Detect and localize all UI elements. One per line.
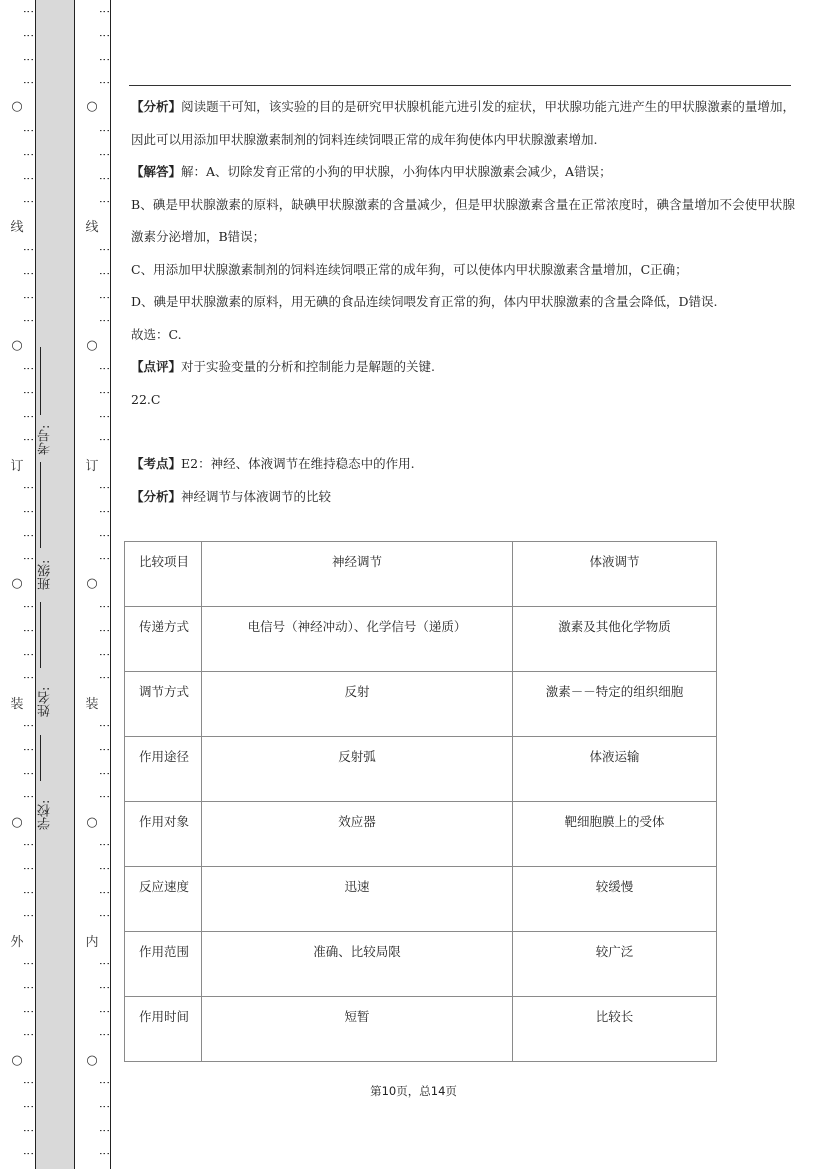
analysis2-tag: 【分析】	[131, 488, 182, 504]
cut-line-dots: ⋮	[98, 839, 111, 850]
table-cell: 反应速度	[125, 867, 202, 932]
cut-line-circle: ○	[11, 815, 23, 830]
table-cell: 体液运输	[513, 737, 717, 802]
cut-line-circle: ○	[86, 338, 98, 353]
table-cell: 较广泛	[513, 932, 717, 997]
table-row	[125, 607, 717, 672]
outer-label-ding: 订	[10, 459, 24, 474]
answer-paragraph-a	[131, 156, 795, 189]
cut-line-dots: ⋮	[22, 886, 35, 898]
cut-line-dots: ⋮	[98, 267, 111, 279]
cut-line-dots: ⋮	[22, 1148, 35, 1160]
kaodian-text: E2：神经、体液调节在维持稳态中的作用.	[181, 456, 415, 471]
cut-line-dots: ⋮	[22, 172, 35, 184]
cut-line-dots: ⋮	[22, 434, 35, 446]
cut-line-dots: ⋮	[22, 910, 35, 922]
student-info-band	[35, 0, 75, 1169]
table-cell: 电信号（神经冲动）、化学信号（递质）	[202, 607, 513, 672]
top-divider	[129, 85, 791, 86]
analysis2-paragraph	[131, 481, 795, 514]
cut-line-dots: ⋮	[22, 648, 35, 660]
table-cell: 比较长	[513, 997, 717, 1062]
cut-line-circle: ○	[11, 338, 23, 353]
cut-line-dots: ⋮	[22, 244, 35, 255]
cut-line-dots: ⋮	[98, 1124, 111, 1136]
cut-line-dots: ⋮	[98, 1005, 111, 1017]
name-label: 姓名:	[38, 686, 53, 718]
cut-line-dots: ⋮	[22, 6, 35, 17]
cut-line-dots: ⋮	[98, 553, 111, 565]
cut-line-dots: ⋮	[98, 315, 111, 327]
cut-line-dots: ⋮	[22, 1077, 35, 1088]
name-field[interactable]	[36, 600, 74, 670]
cut-line-dots: ⋮	[98, 601, 111, 612]
number-label: 考号:	[38, 424, 53, 456]
inner-label-ding: 订	[85, 459, 99, 474]
final-choice: 故选：C.	[131, 326, 182, 342]
cut-line-dots: ⋮	[98, 29, 111, 41]
table-row	[125, 802, 717, 867]
cut-line-dots: ⋮	[98, 291, 111, 303]
inner-label-zhuang: 装	[85, 697, 99, 712]
cut-line-dots: ⋮	[22, 624, 35, 636]
cut-line-dots: ⋮	[98, 505, 111, 517]
review-tag: 【点评】	[131, 359, 182, 374]
cut-line-dots: ⋮	[22, 77, 35, 89]
cut-line-dots: ⋮	[22, 1029, 35, 1041]
table-cell: 效应器	[202, 802, 513, 867]
cut-line-dots: ⋮	[98, 624, 111, 636]
table-cell: 靶细胞膜上的受体	[513, 802, 717, 867]
cut-line-dots: ⋮	[22, 553, 35, 565]
table-row	[125, 867, 717, 932]
table-row	[125, 672, 717, 737]
cut-line-dots: ⋮	[98, 672, 111, 684]
table-header-cell: 体液调节	[513, 542, 717, 607]
footer-middle: 页，总	[396, 1084, 431, 1098]
table-cell: 作用范围	[125, 932, 202, 997]
cut-line-dots: ⋮	[98, 125, 111, 136]
cut-line-dots: ⋮	[22, 601, 35, 612]
cut-line-dots: ⋮	[22, 743, 35, 755]
outer-label-xian: 线	[10, 220, 24, 235]
table-cell: 准确、比较局限	[202, 932, 513, 997]
cut-line-dots: ⋮	[22, 315, 35, 327]
cut-line-dots: ⋮	[98, 386, 111, 398]
cut-line-dots: ⋮	[98, 53, 111, 65]
cut-line-dots: ⋮	[98, 1077, 111, 1088]
table-cell: 迅速	[202, 867, 513, 932]
inner-label-nei: 内	[85, 935, 99, 950]
analysis2-text: 神经调节与体液调节的比较	[181, 488, 332, 504]
cut-line-dots: ⋮	[22, 482, 35, 493]
cut-line-dots: ⋮	[22, 29, 35, 41]
cut-line-dots: ⋮	[22, 958, 35, 969]
table-cell: 短暂	[202, 997, 513, 1062]
comparison-table	[124, 541, 717, 1062]
kaodian-tag: 【考点】	[131, 456, 182, 471]
outer-label-zhuang: 装	[10, 697, 24, 712]
cut-line-dots: ⋮	[22, 267, 35, 279]
cut-line-dots: ⋮	[98, 910, 111, 922]
cut-line-dots: ⋮	[98, 482, 111, 493]
cut-line-dots: ⋮	[98, 172, 111, 184]
inner-cut-line	[74, 0, 110, 1169]
cut-line-circle: ○	[11, 99, 23, 114]
school-field[interactable]	[36, 733, 74, 783]
cut-line-circle: ○	[86, 815, 98, 830]
kaodian-paragraph	[131, 448, 795, 481]
cut-line-circle: ○	[86, 576, 98, 591]
cut-line-dots: ⋮	[98, 767, 111, 779]
table-row	[125, 737, 717, 802]
cut-line-dots: ⋮	[22, 720, 35, 731]
cut-line-dots: ⋮	[22, 1100, 35, 1112]
cut-line-dots: ⋮	[22, 1005, 35, 1017]
answer-paragraph-b: B、碘是甲状腺激素的原料，缺碘甲状腺激素的含量减少，但是甲状腺激素含量在正常浓度时，碘含量增加不会使甲状腺激素分泌增加，B错误；	[131, 196, 795, 244]
table-cell: 传递方式	[125, 607, 202, 672]
table-cell: 较缓慢	[513, 867, 717, 932]
table-cell: 作用时间	[125, 997, 202, 1062]
outer-cut-line	[0, 0, 34, 1169]
cut-line-dots: ⋮	[98, 148, 111, 160]
cut-line-dots: ⋮	[22, 505, 35, 517]
cut-line-circle: ○	[11, 576, 23, 591]
cut-line-dots: ⋮	[22, 1124, 35, 1136]
cut-line-dots: ⋮	[98, 434, 111, 446]
table-header-cell: 神经调节	[202, 542, 513, 607]
cut-line-dots: ⋮	[98, 981, 111, 993]
analysis-paragraph	[131, 91, 795, 156]
table-header-row	[125, 542, 717, 607]
table-cell: 作用途径	[125, 737, 202, 802]
cut-line-dots: ⋮	[98, 720, 111, 731]
footer-suffix: 页	[445, 1084, 457, 1098]
review-paragraph	[131, 351, 795, 384]
cut-line-dots: ⋮	[98, 648, 111, 660]
cut-line-dots: ⋮	[22, 148, 35, 160]
cut-line-dots: ⋮	[22, 672, 35, 684]
answer-paragraph-c: C、用添加甲状腺激素制剂的饲料连续饲喂正常的成年狗，可以使体内甲状腺激素含量增加，C正确；	[131, 261, 688, 277]
footer-prefix: 第	[370, 1084, 382, 1098]
cut-line-dots: ⋮	[98, 791, 111, 803]
inner-binding-strip	[74, 0, 111, 1169]
cut-line-circle: ○	[86, 99, 98, 114]
cut-line-dots: ⋮	[22, 791, 35, 803]
cut-line-dots: ⋮	[22, 291, 35, 303]
cut-line-dots: ⋮	[22, 53, 35, 65]
outer-binding-strip	[0, 0, 34, 1169]
class-field[interactable]	[36, 460, 74, 550]
cut-line-dots: ⋮	[98, 6, 111, 17]
cut-line-dots: ⋮	[22, 386, 35, 398]
cut-line-dots: ⋮	[98, 1029, 111, 1041]
cut-line-circle: ○	[86, 1053, 98, 1068]
answer-tag: 【解答】	[131, 164, 182, 179]
table-cell: 激素及其他化学物质	[513, 607, 717, 672]
review-text: 对于实验变量的分析和控制能力是解题的关键.	[181, 359, 435, 374]
cut-line-dots: ⋮	[22, 862, 35, 874]
cut-line-dots: ⋮	[98, 410, 111, 422]
cut-line-dots: ⋮	[22, 196, 35, 208]
cut-line-dots: ⋮	[22, 125, 35, 136]
cut-line-dots: ⋮	[98, 244, 111, 255]
table-header-cell: 比较项目	[125, 542, 202, 607]
cut-line-dots: ⋮	[22, 839, 35, 850]
cut-line-dots: ⋮	[98, 529, 111, 541]
solution-content	[131, 91, 795, 513]
cut-line-dots: ⋮	[22, 529, 35, 541]
table-cell: 反射	[202, 672, 513, 737]
cut-line-dots: ⋮	[98, 363, 111, 374]
table-cell: 调节方式	[125, 672, 202, 737]
cut-line-dots: ⋮	[22, 410, 35, 422]
cut-line-dots: ⋮	[98, 1148, 111, 1160]
table-cell: 反射弧	[202, 737, 513, 802]
cut-line-dots: ⋮	[98, 196, 111, 208]
page-footer	[0, 1083, 827, 1099]
page-number: 10	[381, 1084, 397, 1098]
cut-line-dots: ⋮	[98, 886, 111, 898]
cut-line-circle: ○	[11, 1053, 23, 1068]
cut-line-dots: ⋮	[98, 77, 111, 89]
table-row	[125, 932, 717, 997]
cut-line-dots: ⋮	[98, 743, 111, 755]
cut-line-dots: ⋮	[22, 363, 35, 374]
cut-line-dots: ⋮	[98, 862, 111, 874]
analysis-tag: 【分析】	[131, 99, 182, 114]
answer-a-text: 解：A、切除发育正常的小狗的甲状腺，小狗体内甲状腺激素会减少，A错误；	[181, 164, 612, 179]
inner-label-xian: 线	[85, 220, 99, 235]
question-22-answer: 22.C	[131, 391, 161, 407]
cut-line-dots: ⋮	[22, 767, 35, 779]
cut-line-dots: ⋮	[98, 1100, 111, 1112]
class-label: 班级:	[38, 559, 53, 591]
answer-paragraph-d: D、碘是甲状腺激素的原料，用无碘的食品连续饲喂发育正常的狗，体内甲状腺激素的含量会降低，D错误.	[131, 294, 718, 309]
total-pages: 14	[430, 1084, 446, 1098]
school-label: 学校:	[38, 799, 53, 831]
analysis-text: 阅读题干可知，该实验的目的是研究甲状腺机能亢进引发的症状，甲状腺功能亢进产生的甲状腺激素的量增加，因此可以用添加甲状腺激素制剂的饲料连续饲喂正常的成年狗使体内甲状腺激素增加.	[131, 99, 795, 147]
cut-line-dots: ⋮	[22, 981, 35, 993]
table-row	[125, 997, 717, 1062]
table-cell: 作用对象	[125, 802, 202, 867]
outer-label-wai: 外	[10, 935, 24, 950]
table-cell: 激素－－特定的组织细胞	[513, 672, 717, 737]
number-field[interactable]	[36, 345, 74, 417]
cut-line-dots: ⋮	[98, 958, 111, 969]
